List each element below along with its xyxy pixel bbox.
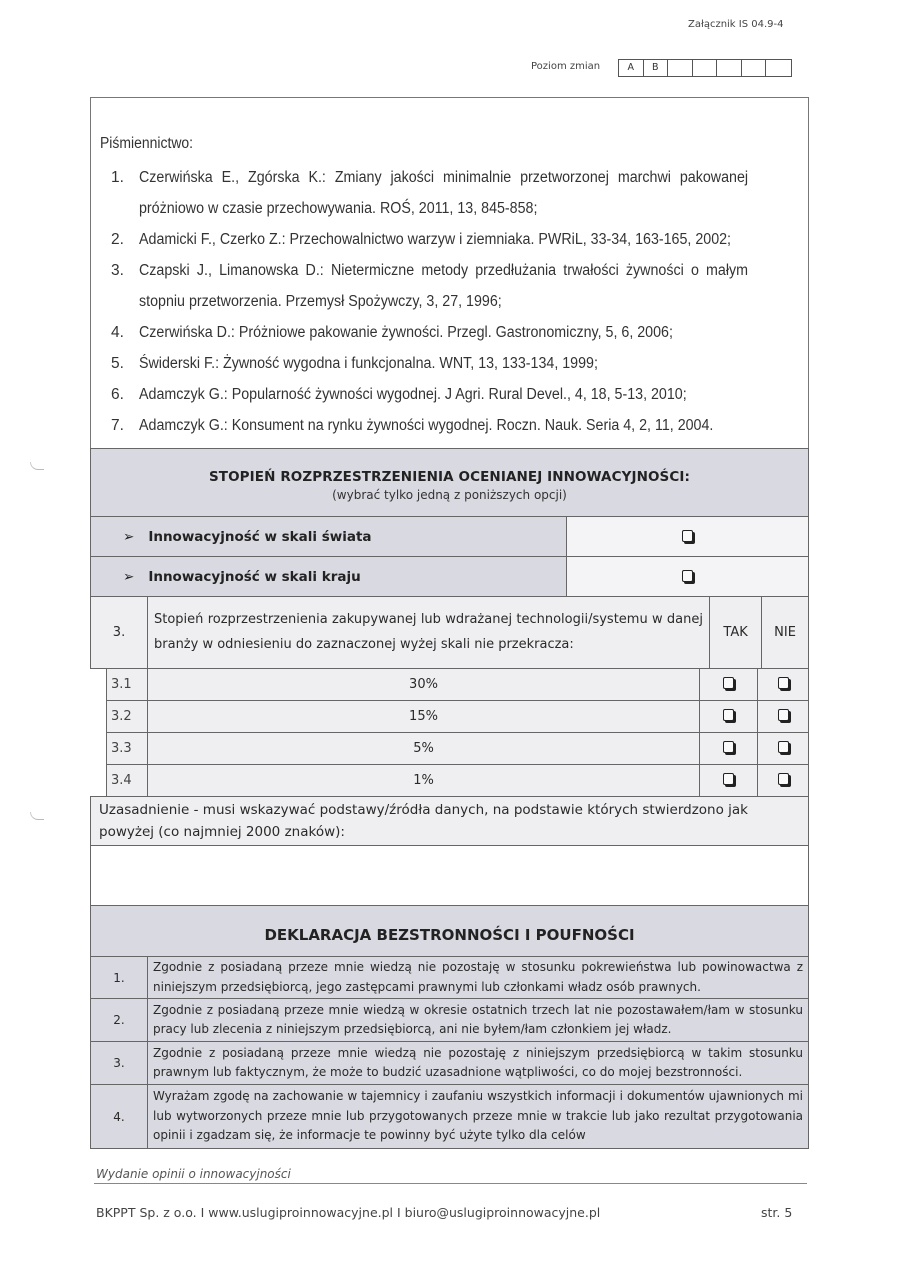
footer-document-name: Wydanie opinii o innowacyjności bbox=[96, 1167, 291, 1181]
yes-cell bbox=[700, 701, 758, 733]
declaration-number: 1. bbox=[91, 957, 148, 999]
threshold-value: 1% bbox=[148, 765, 700, 797]
arrow-bullet-icon: ➢ bbox=[123, 528, 135, 545]
checkbox-no[interactable] bbox=[778, 741, 789, 753]
bibliography-item bbox=[111, 162, 801, 224]
question-3-text: Stopień rozprzestrzenienia zakupywanej lub wdrażanej technologii/systemu w danej branży w odniesieniu do zaznaczonej wyżej skali nie przekracza: bbox=[148, 597, 710, 669]
checkbox-no[interactable] bbox=[778, 773, 789, 785]
change-level-box: A bbox=[619, 60, 644, 76]
option-country-scale-cell bbox=[567, 557, 809, 597]
threshold-number: 3.1 bbox=[107, 669, 148, 701]
footer-company-line: BKPPT Sp. z o.o. I www.uslugiproinnowacyjne.pl I biuro@uslugiproinnowacyjne.pl bbox=[96, 1205, 601, 1220]
question-3-number: 3. bbox=[91, 597, 148, 669]
threshold-number: 3.4 bbox=[107, 765, 148, 797]
yes-cell bbox=[700, 733, 758, 765]
declaration-row bbox=[91, 957, 809, 999]
checkbox-no[interactable] bbox=[778, 677, 789, 689]
scan-artifact bbox=[30, 462, 44, 470]
bibliography-item bbox=[111, 379, 801, 410]
bibliography-item-text: Adamicki F., Czerko Z.: Przechowalnictwo warzyw i ziemniaka. PWRiL, 33-34, 163-165, 2002; bbox=[139, 231, 732, 248]
option-world-scale bbox=[91, 517, 567, 557]
bibliography-item bbox=[111, 317, 801, 348]
threshold-row bbox=[107, 701, 809, 733]
declaration-row bbox=[91, 1042, 809, 1085]
declaration-number: 3. bbox=[91, 1042, 148, 1085]
threshold-value: 5% bbox=[148, 733, 700, 765]
checkbox-world-scale[interactable] bbox=[682, 530, 693, 542]
bibliography-item-number: 2. bbox=[111, 231, 124, 248]
annex-label: Załącznik IS 04.9-4 bbox=[688, 19, 784, 30]
change-level-box bbox=[668, 60, 693, 76]
bibliography-section bbox=[90, 97, 809, 449]
change-level-box bbox=[766, 60, 791, 76]
checkbox-yes[interactable] bbox=[723, 773, 734, 785]
yes-cell bbox=[700, 765, 758, 797]
threshold-row bbox=[107, 669, 809, 701]
arrow-bullet-icon: ➢ bbox=[123, 568, 135, 585]
justification-field[interactable] bbox=[91, 846, 809, 907]
bibliography-item-text: Adamczyk G.: Popularność żywności wygodnej. J Agri. Rural Devel., 4, 18, 5-13, 2010; bbox=[139, 386, 687, 403]
no-cell bbox=[758, 701, 809, 733]
bibliography-item-number: 5. bbox=[111, 355, 124, 372]
change-level-label: Poziom zmian bbox=[531, 61, 601, 72]
bibliography-title: Piśmiennictwo: bbox=[100, 135, 194, 152]
checkbox-no[interactable] bbox=[778, 709, 789, 721]
innovation-scope-table bbox=[90, 448, 809, 597]
change-level-box bbox=[742, 60, 767, 76]
declaration-number: 2. bbox=[91, 999, 148, 1042]
bibliography-item-text: Adamczyk G.: Konsument na rynku żywności wygodnej. Roczn. Nauk. Seria 4, 2, 11, 2004. bbox=[139, 417, 714, 434]
bibliography-item-text: Czerwińska E., Zgórska K.: Zmiany jakości minimalnie przetworzonej marchwi pakowanej próżniowo w czasie przechowywania. ROŚ, 2011, 13, 845-858; bbox=[139, 169, 749, 217]
column-header-no: NIE bbox=[762, 597, 809, 669]
scan-artifact bbox=[30, 812, 44, 820]
bibliography-item-number: 3. bbox=[111, 262, 124, 279]
innovation-scope-header bbox=[91, 449, 809, 517]
declaration-row bbox=[91, 999, 809, 1042]
bibliography-item-number: 1. bbox=[111, 169, 124, 186]
bibliography-item bbox=[111, 224, 801, 255]
bibliography-item-text: Czapski J., Limanowska D.: Nietermiczne metody przedłużania trwałości żywności o małym stopniu przetworzenia. Przemysł Spożywczy, 3, 27, 1996; bbox=[139, 262, 749, 310]
bibliography-item bbox=[111, 410, 801, 441]
option-world-scale-cell bbox=[567, 517, 809, 557]
declaration-table bbox=[90, 905, 809, 1149]
checkbox-yes[interactable] bbox=[723, 709, 734, 721]
declaration-title: DEKLARACJA BEZSTRONNOŚCI I POUFNOŚCI bbox=[91, 906, 809, 957]
option-label: Innowacyjność w skali świata bbox=[148, 528, 372, 545]
bibliography-item-number: 6. bbox=[111, 386, 124, 403]
declaration-text: Zgodnie z posiadaną przeze mnie wiedzą w okresie ostatnich trzech lat nie pozostawałem/łam w stosunku pracy lub zlecenia z niniejszym przedsiębiorcą, ani nie byłem/łam członkiem jej władz. bbox=[148, 999, 809, 1042]
footer-page-number: str. 5 bbox=[761, 1205, 793, 1220]
option-country-scale bbox=[91, 557, 567, 597]
checkbox-yes[interactable] bbox=[723, 677, 734, 689]
change-level-box bbox=[717, 60, 742, 76]
declaration-row bbox=[91, 1085, 809, 1149]
bibliography-item-text: Świderski F.: Żywność wygodna i funkcjonalna. WNT, 13, 133-134, 1999; bbox=[139, 355, 598, 372]
change-level-box: B bbox=[644, 60, 669, 76]
footer-divider bbox=[94, 1183, 807, 1184]
innovation-scope-title: STOPIEŃ ROZPRZESTRZENIENIA OCENIANEJ INNOWACYJNOŚCI: bbox=[208, 469, 691, 485]
yes-cell bbox=[700, 669, 758, 701]
declaration-text: Zgodnie z posiadaną przeze mnie wiedzą nie pozostaję w stosunku pokrewieństwa lub powinowactwa z niniejszym przedsiębiorcą, jego zastępcami prawnymi lub członkami władz osób prawnych. bbox=[148, 957, 809, 999]
bibliography-item bbox=[111, 348, 801, 379]
threshold-row bbox=[107, 765, 809, 797]
threshold-row bbox=[107, 733, 809, 765]
bibliography-item-number: 4. bbox=[111, 324, 124, 341]
no-cell bbox=[758, 669, 809, 701]
percentage-thresholds-table bbox=[106, 668, 809, 797]
justification-table bbox=[90, 796, 809, 907]
threshold-value: 30% bbox=[148, 669, 700, 701]
change-level-boxes bbox=[618, 59, 792, 77]
declaration-text: Wyrażam zgodę na zachowanie w tajemnicy i zaufaniu wszystkich informacji i dokumentów ujawnionych mi lub wytworzonych przeze mnie lub przygotowanych przeze mnie w trakcie lub jako rezultat przygotowania opinii i zgadzam się, że informacje te powinny być użyte tylko dla celów bbox=[148, 1085, 809, 1149]
threshold-value: 15% bbox=[148, 701, 700, 733]
checkbox-yes[interactable] bbox=[723, 741, 734, 753]
declaration-number: 4. bbox=[91, 1085, 148, 1149]
bibliography-item-text: Czerwińska D.: Próżniowe pakowanie żywności. Przegl. Gastronomiczny, 5, 6, 2006; bbox=[139, 324, 673, 341]
bibliography-item bbox=[111, 255, 801, 317]
bibliography-item-number: 7. bbox=[111, 417, 124, 434]
change-level-box bbox=[693, 60, 718, 76]
declaration-text: Zgodnie z posiadaną przeze mnie wiedzą nie pozostaję z niniejszym przedsiębiorcą w takim stosunku prawnym lub faktycznym, że może to budzić uzasadnione wątpliwości, co do mojej bezstronności. bbox=[148, 1042, 809, 1085]
checkbox-country-scale[interactable] bbox=[682, 570, 693, 582]
innovation-scope-subtitle: (wybrać tylko jedną z poniższych opcji) bbox=[332, 488, 567, 502]
bibliography-list bbox=[111, 162, 801, 441]
column-header-yes: TAK bbox=[710, 597, 762, 669]
option-label: Innowacyjność w skali kraju bbox=[148, 568, 361, 585]
threshold-number: 3.2 bbox=[107, 701, 148, 733]
no-cell bbox=[758, 765, 809, 797]
no-cell bbox=[758, 733, 809, 765]
threshold-number: 3.3 bbox=[107, 733, 148, 765]
question-3-table bbox=[90, 596, 809, 669]
justification-label: Uzasadnienie - musi wskazywać podstawy/źródła danych, na podstawie których stwierdzono jak powyżej (co najmniej 2000 znaków): bbox=[91, 797, 809, 846]
